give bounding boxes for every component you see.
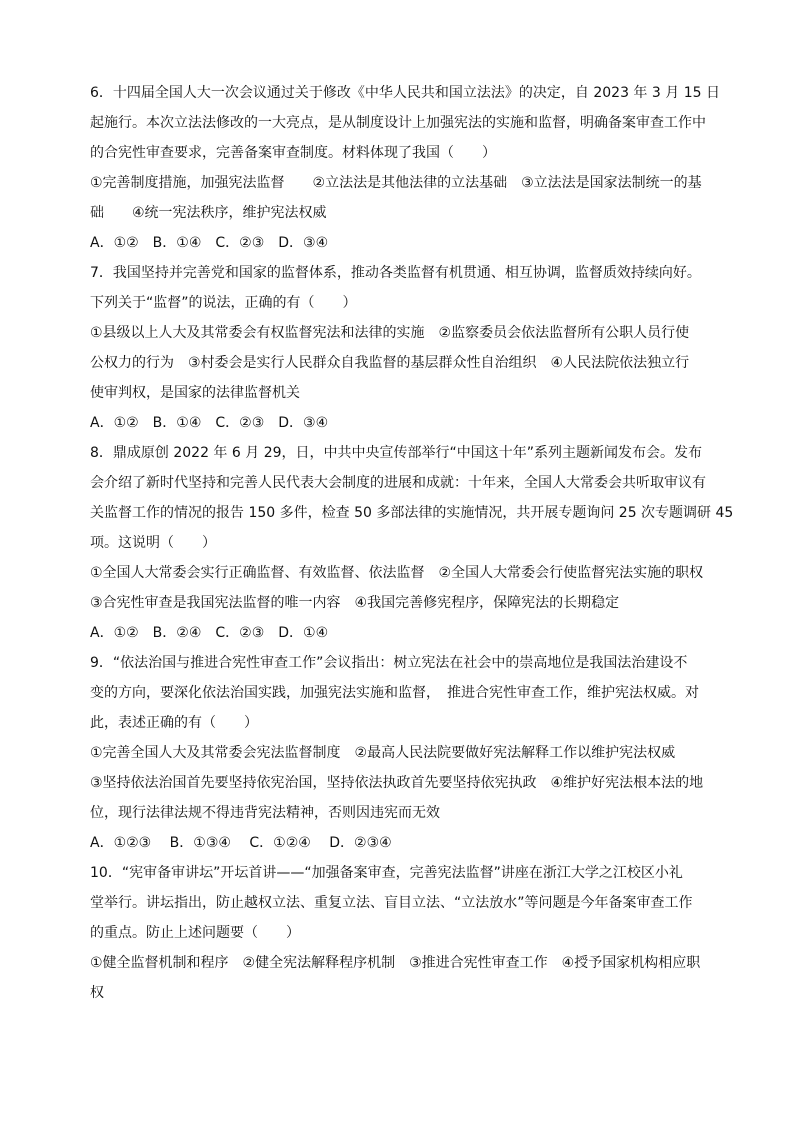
question-8 [90,438,734,648]
question-text-line: 堂举行。讲坛指出，防止越权立法、重复立法、盲目立法、“立法放水”等问题是今年备案审查工作 [90,895,693,911]
question-text-line: 的合宪性审查要求，完善备案审查制度。材料体现了我国（ ） [90,145,496,161]
option-statements-line: ①完善制度措施，加强宪法监督 ②立法法是其他法律的立法基础 ③立法法是国家法制统一的基 [90,175,702,191]
question-text-line: 关监督工作的情况的报告 150 多件，检查 50 多部法律的实施情况，共开展专题询问 25 次专题调研 45 [90,505,734,521]
option-statements-line: ①完善全国人大及其常委会宪法监督制度 ②最高人民法院要做好宪法解释工作以维护宪法权威 [90,745,676,761]
question-text-line: 起施行。本次立法法修改的一大亮点，是从制度设计上加强宪法的实施和监督，明确备案审查工作中 [90,115,706,131]
question-7 [90,258,712,438]
answer-choices: A．①②③ B．①③④ C．①②④ D．②③④ [90,835,392,851]
option-statements-line: ①健全监督机制和程序 ②健全宪法解释程序机制 ③推进合宪性审查工作 ④授予国家机构相应职 [90,955,701,971]
option-statements-line: ①全国人大常委会实行正确监督、有效监督、依法监督 ②全国人大常委会行使监督宪法实施的职权 [90,565,704,581]
question-9 [90,648,712,858]
answer-choices: A．①② B．①④ C．②③ D．③④ [90,415,329,431]
question-text-line: 项。这说明（ ） [90,535,216,551]
question-text-line: 7．我国坚持并完善党和国家的监督体系，推动各类监督有机贯通、相互协调，监督质效持续向好。 [90,265,701,281]
option-statements-line: ③坚持依法治国首先要坚持依宪治国，坚持依法执政首先要坚持依宪执政 ④维护好宪法根本法的地 [90,775,704,791]
question-text-line: 会介绍了新时代坚持和完善人民代表大会制度的进展和成就：十年来，全国人大常委会共听取审议有 [90,475,706,491]
question-text-line: 8．鼎成原创 2022 年 6 月 29，日，中共中央宣传部举行“中国这十年”系列主题新闻发布会。发布 [90,445,703,461]
option-statements-line: 权 [90,985,104,1001]
option-statements-line: 使审判权，是国家的法律监督机关 [90,385,300,401]
question-text-line: 6．十四届全国人大一次会议通过关于修改《中华人民共和国立法法》的决定，自 2023 年 3 月 15 日 [90,85,720,101]
answer-choices: A．①② B．②④ C．②③ D．①④ [90,625,329,641]
question-text-line: 下列关于“监督”的说法，正确的有（ ） [90,295,357,311]
answer-choices: A．①② B．①④ C．②③ D．③④ [90,235,329,251]
question-6 [90,78,720,258]
question-10 [90,858,712,1008]
option-statements-line: 位，现行法律法规不得违背宪法精神，否则因违宪而无效 [90,805,440,821]
option-statements-line: 础 ④统一宪法秩序，维护宪法权威 [90,205,327,221]
exam-page [90,78,734,1008]
question-text-line: 此，表述正确的有（ ） [90,715,258,731]
question-text-line: 变的方向，要深化依法治国实践，加强宪法实施和监督， 推进合宪性审查工作，维护宪法权威。对 [90,685,699,701]
option-statements-line: 公权力的行为 ③村委会是实行人民群众自我监督的基层群众性自治组织 ④人民法院依法独立行 [90,355,690,371]
question-text-line: 的重点。防止上述问题要（ ） [90,925,300,941]
option-statements-line: ③合宪性审查是我国宪法监督的唯一内容 ④我国完善修宪程序，保障宪法的长期稳定 [90,595,620,611]
question-text-line: 10．“宪审备审讲坛”开坛首讲——“加强备案审查，完善宪法监督”讲座在浙江大学之江校区小礼 [90,865,683,881]
question-text-line: 9．“依法治国与推进合宪性审查工作”会议指出：树立宪法在社会中的崇高地位是我国法治建设不 [90,655,688,671]
option-statements-line: ①县级以上人大及其常委会有权监督宪法和法律的实施 ②监察委员会依法监督所有公职人员行使 [90,325,690,341]
